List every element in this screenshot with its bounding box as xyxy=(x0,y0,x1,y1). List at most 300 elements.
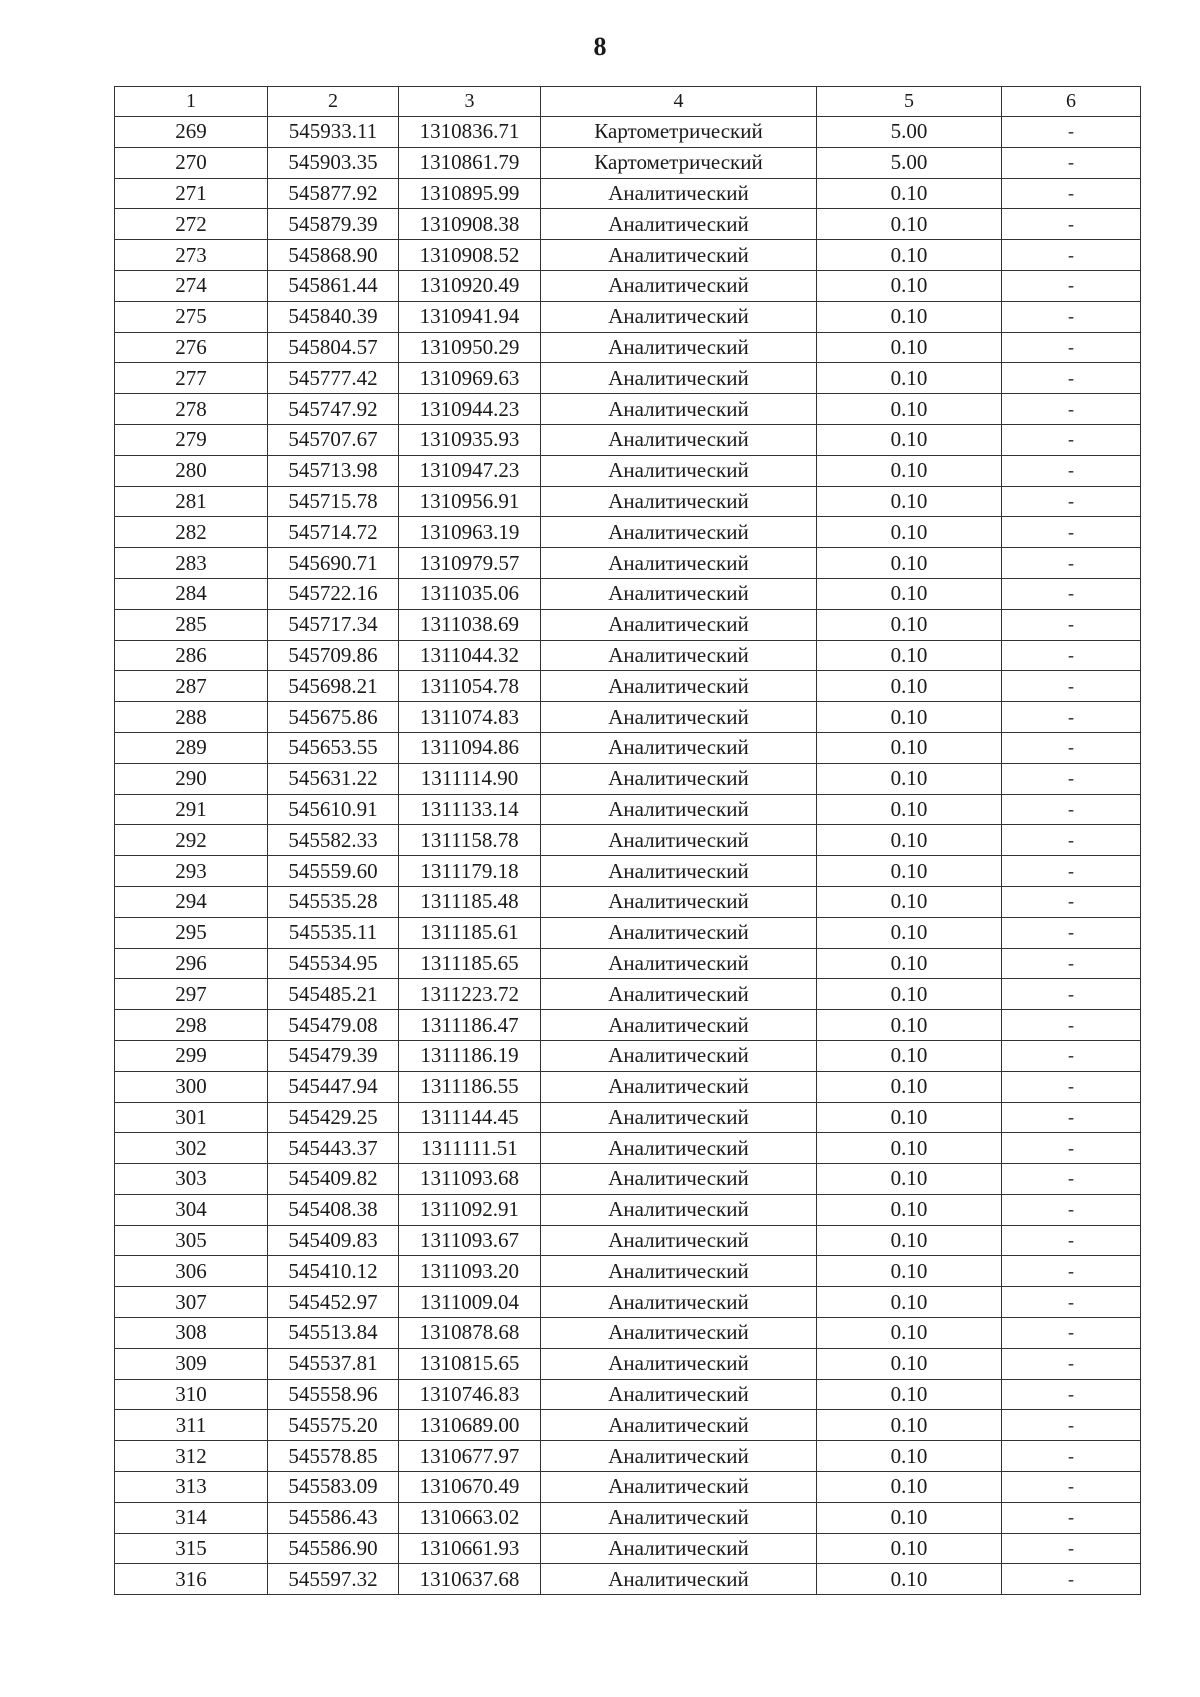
header-cell: 1 xyxy=(115,87,268,117)
x-coordinate-cell: 545408.38 xyxy=(268,1194,399,1225)
y-coordinate-cell: 1311223.72 xyxy=(399,979,541,1010)
note-cell: - xyxy=(1002,178,1141,209)
y-coordinate-cell: 1310878.68 xyxy=(399,1318,541,1349)
point-number-cell: 292 xyxy=(115,825,268,856)
point-number-cell: 288 xyxy=(115,702,268,733)
accuracy-cell: 0.10 xyxy=(817,1040,1002,1071)
x-coordinate-cell: 545452.97 xyxy=(268,1287,399,1318)
x-coordinate-cell: 545690.71 xyxy=(268,548,399,579)
y-coordinate-cell: 1310637.68 xyxy=(399,1564,541,1595)
table-row xyxy=(115,517,1141,548)
x-coordinate-cell: 545578.85 xyxy=(268,1441,399,1472)
y-coordinate-cell: 1310941.94 xyxy=(399,301,541,332)
accuracy-cell: 0.10 xyxy=(817,671,1002,702)
note-cell: - xyxy=(1002,270,1141,301)
y-coordinate-cell: 1310969.63 xyxy=(399,363,541,394)
note-cell: - xyxy=(1002,1225,1141,1256)
table-row xyxy=(115,1564,1141,1595)
accuracy-cell: 0.10 xyxy=(817,1472,1002,1503)
y-coordinate-cell: 1311185.48 xyxy=(399,886,541,917)
y-coordinate-cell: 1311185.61 xyxy=(399,917,541,948)
accuracy-cell: 0.10 xyxy=(817,856,1002,887)
point-number-cell: 280 xyxy=(115,455,268,486)
method-cell: Картометрический xyxy=(541,117,817,148)
method-cell: Аналитический xyxy=(541,917,817,948)
x-coordinate-cell: 545840.39 xyxy=(268,301,399,332)
method-cell: Аналитический xyxy=(541,332,817,363)
method-cell: Аналитический xyxy=(541,424,817,455)
note-cell: - xyxy=(1002,917,1141,948)
table-row xyxy=(115,455,1141,486)
point-number-cell: 315 xyxy=(115,1533,268,1564)
table-row xyxy=(115,178,1141,209)
y-coordinate-cell: 1311114.90 xyxy=(399,763,541,794)
point-number-cell: 293 xyxy=(115,856,268,887)
accuracy-cell: 0.10 xyxy=(817,1133,1002,1164)
point-number-cell: 308 xyxy=(115,1318,268,1349)
method-cell: Аналитический xyxy=(541,1225,817,1256)
note-cell: - xyxy=(1002,1564,1141,1595)
point-number-cell: 275 xyxy=(115,301,268,332)
note-cell: - xyxy=(1002,1379,1141,1410)
accuracy-cell: 0.10 xyxy=(817,240,1002,271)
point-number-cell: 273 xyxy=(115,240,268,271)
x-coordinate-cell: 545586.43 xyxy=(268,1502,399,1533)
point-number-cell: 284 xyxy=(115,578,268,609)
x-coordinate-cell: 545558.96 xyxy=(268,1379,399,1410)
point-number-cell: 282 xyxy=(115,517,268,548)
note-cell: - xyxy=(1002,1256,1141,1287)
note-cell: - xyxy=(1002,763,1141,794)
method-cell: Аналитический xyxy=(541,825,817,856)
y-coordinate-cell: 1311186.55 xyxy=(399,1071,541,1102)
table-row xyxy=(115,1010,1141,1041)
table-row xyxy=(115,270,1141,301)
point-number-cell: 278 xyxy=(115,394,268,425)
accuracy-cell: 0.10 xyxy=(817,486,1002,517)
method-cell: Аналитический xyxy=(541,1133,817,1164)
table-row xyxy=(115,1502,1141,1533)
note-cell: - xyxy=(1002,1194,1141,1225)
table-row xyxy=(115,486,1141,517)
table-row xyxy=(115,732,1141,763)
x-coordinate-cell: 545409.83 xyxy=(268,1225,399,1256)
method-cell: Аналитический xyxy=(541,671,817,702)
table-row xyxy=(115,640,1141,671)
y-coordinate-cell: 1310861.79 xyxy=(399,147,541,178)
point-number-cell: 298 xyxy=(115,1010,268,1041)
method-cell: Аналитический xyxy=(541,948,817,979)
note-cell: - xyxy=(1002,394,1141,425)
method-cell: Аналитический xyxy=(541,178,817,209)
point-number-cell: 311 xyxy=(115,1410,268,1441)
x-coordinate-cell: 545698.21 xyxy=(268,671,399,702)
method-cell: Аналитический xyxy=(541,640,817,671)
y-coordinate-cell: 1310908.52 xyxy=(399,240,541,271)
table-row xyxy=(115,1194,1141,1225)
accuracy-cell: 0.10 xyxy=(817,270,1002,301)
table-row xyxy=(115,794,1141,825)
accuracy-cell: 0.10 xyxy=(817,455,1002,486)
x-coordinate-cell: 545631.22 xyxy=(268,763,399,794)
y-coordinate-cell: 1311133.14 xyxy=(399,794,541,825)
method-cell: Аналитический xyxy=(541,763,817,794)
method-cell: Аналитический xyxy=(541,548,817,579)
method-cell: Аналитический xyxy=(541,1410,817,1441)
x-coordinate-cell: 545447.94 xyxy=(268,1071,399,1102)
x-coordinate-cell: 545535.11 xyxy=(268,917,399,948)
y-coordinate-cell: 1311158.78 xyxy=(399,825,541,856)
note-cell: - xyxy=(1002,1287,1141,1318)
point-number-cell: 290 xyxy=(115,763,268,794)
x-coordinate-cell: 545535.28 xyxy=(268,886,399,917)
method-cell: Аналитический xyxy=(541,1502,817,1533)
x-coordinate-cell: 545537.81 xyxy=(268,1348,399,1379)
y-coordinate-cell: 1311092.91 xyxy=(399,1194,541,1225)
point-number-cell: 302 xyxy=(115,1133,268,1164)
table-row xyxy=(115,1071,1141,1102)
point-number-cell: 307 xyxy=(115,1287,268,1318)
accuracy-cell: 0.10 xyxy=(817,886,1002,917)
point-number-cell: 279 xyxy=(115,424,268,455)
point-number-cell: 289 xyxy=(115,732,268,763)
y-coordinate-cell: 1310920.49 xyxy=(399,270,541,301)
y-coordinate-cell: 1311144.45 xyxy=(399,1102,541,1133)
y-coordinate-cell: 1310670.49 xyxy=(399,1472,541,1503)
y-coordinate-cell: 1311035.06 xyxy=(399,578,541,609)
x-coordinate-cell: 545777.42 xyxy=(268,363,399,394)
x-coordinate-cell: 545903.35 xyxy=(268,147,399,178)
x-coordinate-cell: 545879.39 xyxy=(268,209,399,240)
y-coordinate-cell: 1311074.83 xyxy=(399,702,541,733)
note-cell: - xyxy=(1002,209,1141,240)
y-coordinate-cell: 1311054.78 xyxy=(399,671,541,702)
y-coordinate-cell: 1311179.18 xyxy=(399,856,541,887)
table-row xyxy=(115,609,1141,640)
method-cell: Аналитический xyxy=(541,1194,817,1225)
accuracy-cell: 0.10 xyxy=(817,1318,1002,1349)
x-coordinate-cell: 545597.32 xyxy=(268,1564,399,1595)
table-row xyxy=(115,578,1141,609)
x-coordinate-cell: 545586.90 xyxy=(268,1533,399,1564)
method-cell: Аналитический xyxy=(541,886,817,917)
y-coordinate-cell: 1311093.20 xyxy=(399,1256,541,1287)
method-cell: Аналитический xyxy=(541,1348,817,1379)
x-coordinate-cell: 545868.90 xyxy=(268,240,399,271)
note-cell: - xyxy=(1002,732,1141,763)
table-row xyxy=(115,702,1141,733)
accuracy-cell: 0.10 xyxy=(817,979,1002,1010)
y-coordinate-cell: 1311186.19 xyxy=(399,1040,541,1071)
accuracy-cell: 0.10 xyxy=(817,548,1002,579)
y-coordinate-cell: 1310947.23 xyxy=(399,455,541,486)
y-coordinate-cell: 1310689.00 xyxy=(399,1410,541,1441)
method-cell: Аналитический xyxy=(541,794,817,825)
accuracy-cell: 0.10 xyxy=(817,732,1002,763)
point-number-cell: 299 xyxy=(115,1040,268,1071)
y-coordinate-cell: 1311094.86 xyxy=(399,732,541,763)
method-cell: Аналитический xyxy=(541,1441,817,1472)
table-row xyxy=(115,363,1141,394)
x-coordinate-cell: 545715.78 xyxy=(268,486,399,517)
point-number-cell: 297 xyxy=(115,979,268,1010)
table-row xyxy=(115,332,1141,363)
note-cell: - xyxy=(1002,301,1141,332)
note-cell: - xyxy=(1002,794,1141,825)
note-cell: - xyxy=(1002,1502,1141,1533)
y-coordinate-cell: 1310836.71 xyxy=(399,117,541,148)
y-coordinate-cell: 1310908.38 xyxy=(399,209,541,240)
note-cell: - xyxy=(1002,886,1141,917)
note-cell: - xyxy=(1002,1133,1141,1164)
point-number-cell: 287 xyxy=(115,671,268,702)
y-coordinate-cell: 1311038.69 xyxy=(399,609,541,640)
y-coordinate-cell: 1310963.19 xyxy=(399,517,541,548)
y-coordinate-cell: 1310935.93 xyxy=(399,424,541,455)
point-number-cell: 283 xyxy=(115,548,268,579)
accuracy-cell: 0.10 xyxy=(817,332,1002,363)
accuracy-cell: 0.10 xyxy=(817,1379,1002,1410)
x-coordinate-cell: 545747.92 xyxy=(268,394,399,425)
page-number: 8 xyxy=(593,32,607,61)
x-coordinate-cell: 545717.34 xyxy=(268,609,399,640)
x-coordinate-cell: 545804.57 xyxy=(268,332,399,363)
x-coordinate-cell: 545653.55 xyxy=(268,732,399,763)
y-coordinate-cell: 1311093.68 xyxy=(399,1164,541,1195)
method-cell: Аналитический xyxy=(541,1564,817,1595)
note-cell: - xyxy=(1002,147,1141,178)
x-coordinate-cell: 545409.82 xyxy=(268,1164,399,1195)
note-cell: - xyxy=(1002,1071,1141,1102)
x-coordinate-cell: 545582.33 xyxy=(268,825,399,856)
accuracy-cell: 0.10 xyxy=(817,1010,1002,1041)
accuracy-cell: 0.10 xyxy=(817,1502,1002,1533)
method-cell: Аналитический xyxy=(541,856,817,887)
method-cell: Аналитический xyxy=(541,486,817,517)
table-row xyxy=(115,548,1141,579)
y-coordinate-cell: 1310956.91 xyxy=(399,486,541,517)
note-cell: - xyxy=(1002,1348,1141,1379)
method-cell: Аналитический xyxy=(541,363,817,394)
accuracy-cell: 0.10 xyxy=(817,1564,1002,1595)
accuracy-cell: 5.00 xyxy=(817,117,1002,148)
point-number-cell: 285 xyxy=(115,609,268,640)
x-coordinate-cell: 545610.91 xyxy=(268,794,399,825)
point-number-cell: 295 xyxy=(115,917,268,948)
table-row xyxy=(115,1348,1141,1379)
header-cell: 2 xyxy=(268,87,399,117)
note-cell: - xyxy=(1002,1410,1141,1441)
method-cell: Аналитический xyxy=(541,270,817,301)
table-row xyxy=(115,394,1141,425)
method-cell: Аналитический xyxy=(541,1379,817,1410)
method-cell: Аналитический xyxy=(541,1010,817,1041)
point-number-cell: 309 xyxy=(115,1348,268,1379)
accuracy-cell: 0.10 xyxy=(817,1441,1002,1472)
point-number-cell: 314 xyxy=(115,1502,268,1533)
table-row xyxy=(115,1441,1141,1472)
method-cell: Картометрический xyxy=(541,147,817,178)
point-number-cell: 286 xyxy=(115,640,268,671)
x-coordinate-cell: 545714.72 xyxy=(268,517,399,548)
x-coordinate-cell: 545410.12 xyxy=(268,1256,399,1287)
method-cell: Аналитический xyxy=(541,979,817,1010)
table-row xyxy=(115,1102,1141,1133)
table-row xyxy=(115,763,1141,794)
x-coordinate-cell: 545443.37 xyxy=(268,1133,399,1164)
note-cell: - xyxy=(1002,363,1141,394)
accuracy-cell: 0.10 xyxy=(817,301,1002,332)
point-number-cell: 276 xyxy=(115,332,268,363)
x-coordinate-cell: 545485.21 xyxy=(268,979,399,1010)
accuracy-cell: 0.10 xyxy=(817,609,1002,640)
note-cell: - xyxy=(1002,702,1141,733)
y-coordinate-cell: 1311009.04 xyxy=(399,1287,541,1318)
method-cell: Аналитический xyxy=(541,1318,817,1349)
accuracy-cell: 0.10 xyxy=(817,702,1002,733)
x-coordinate-cell: 545479.39 xyxy=(268,1040,399,1071)
note-cell: - xyxy=(1002,671,1141,702)
accuracy-cell: 5.00 xyxy=(817,147,1002,178)
note-cell: - xyxy=(1002,486,1141,517)
accuracy-cell: 0.10 xyxy=(817,1194,1002,1225)
note-cell: - xyxy=(1002,548,1141,579)
accuracy-cell: 0.10 xyxy=(817,763,1002,794)
note-cell: - xyxy=(1002,424,1141,455)
x-coordinate-cell: 545583.09 xyxy=(268,1472,399,1503)
x-coordinate-cell: 545513.84 xyxy=(268,1318,399,1349)
method-cell: Аналитический xyxy=(541,1287,817,1318)
note-cell: - xyxy=(1002,455,1141,486)
note-cell: - xyxy=(1002,1472,1141,1503)
x-coordinate-cell: 545877.92 xyxy=(268,178,399,209)
accuracy-cell: 0.10 xyxy=(817,1256,1002,1287)
table-header-row xyxy=(115,87,1141,117)
method-cell: Аналитический xyxy=(541,517,817,548)
header-cell: 3 xyxy=(399,87,541,117)
point-number-cell: 310 xyxy=(115,1379,268,1410)
point-number-cell: 281 xyxy=(115,486,268,517)
y-coordinate-cell: 1311093.67 xyxy=(399,1225,541,1256)
point-number-cell: 270 xyxy=(115,147,268,178)
header-cell: 6 xyxy=(1002,87,1141,117)
y-coordinate-cell: 1310895.99 xyxy=(399,178,541,209)
y-coordinate-cell: 1310661.93 xyxy=(399,1533,541,1564)
note-cell: - xyxy=(1002,640,1141,671)
accuracy-cell: 0.10 xyxy=(817,1287,1002,1318)
point-number-cell: 272 xyxy=(115,209,268,240)
y-coordinate-cell: 1310663.02 xyxy=(399,1502,541,1533)
point-number-cell: 301 xyxy=(115,1102,268,1133)
note-cell: - xyxy=(1002,1040,1141,1071)
table-row xyxy=(115,671,1141,702)
method-cell: Аналитический xyxy=(541,209,817,240)
note-cell: - xyxy=(1002,1010,1141,1041)
y-coordinate-cell: 1310746.83 xyxy=(399,1379,541,1410)
table-row xyxy=(115,424,1141,455)
x-coordinate-cell: 545534.95 xyxy=(268,948,399,979)
y-coordinate-cell: 1310815.65 xyxy=(399,1348,541,1379)
y-coordinate-cell: 1311044.32 xyxy=(399,640,541,671)
accuracy-cell: 0.10 xyxy=(817,825,1002,856)
x-coordinate-cell: 545675.86 xyxy=(268,702,399,733)
y-coordinate-cell: 1311186.47 xyxy=(399,1010,541,1041)
method-cell: Аналитический xyxy=(541,394,817,425)
point-number-cell: 274 xyxy=(115,270,268,301)
note-cell: - xyxy=(1002,332,1141,363)
accuracy-cell: 0.10 xyxy=(817,1164,1002,1195)
table-row xyxy=(115,886,1141,917)
table-row xyxy=(115,1040,1141,1071)
y-coordinate-cell: 1311185.65 xyxy=(399,948,541,979)
accuracy-cell: 0.10 xyxy=(817,917,1002,948)
x-coordinate-cell: 545479.08 xyxy=(268,1010,399,1041)
accuracy-cell: 0.10 xyxy=(817,640,1002,671)
note-cell: - xyxy=(1002,948,1141,979)
method-cell: Аналитический xyxy=(541,1256,817,1287)
x-coordinate-cell: 545709.86 xyxy=(268,640,399,671)
accuracy-cell: 0.10 xyxy=(817,794,1002,825)
note-cell: - xyxy=(1002,825,1141,856)
point-number-cell: 312 xyxy=(115,1441,268,1472)
table-row xyxy=(115,1225,1141,1256)
point-number-cell: 306 xyxy=(115,1256,268,1287)
header-cell: 5 xyxy=(817,87,1002,117)
table-row xyxy=(115,1410,1141,1441)
accuracy-cell: 0.10 xyxy=(817,1348,1002,1379)
y-coordinate-cell: 1311111.51 xyxy=(399,1133,541,1164)
note-cell: - xyxy=(1002,979,1141,1010)
method-cell: Аналитический xyxy=(541,1164,817,1195)
note-cell: - xyxy=(1002,517,1141,548)
method-cell: Аналитический xyxy=(541,1071,817,1102)
point-number-cell: 269 xyxy=(115,117,268,148)
accuracy-cell: 0.10 xyxy=(817,1225,1002,1256)
method-cell: Аналитический xyxy=(541,1040,817,1071)
note-cell: - xyxy=(1002,1164,1141,1195)
accuracy-cell: 0.10 xyxy=(817,1410,1002,1441)
method-cell: Аналитический xyxy=(541,609,817,640)
method-cell: Аналитический xyxy=(541,1102,817,1133)
table-row xyxy=(115,979,1141,1010)
table-row xyxy=(115,1133,1141,1164)
point-number-cell: 300 xyxy=(115,1071,268,1102)
point-number-cell: 291 xyxy=(115,794,268,825)
x-coordinate-cell: 545861.44 xyxy=(268,270,399,301)
method-cell: Аналитический xyxy=(541,578,817,609)
table-row xyxy=(115,1533,1141,1564)
point-number-cell: 304 xyxy=(115,1194,268,1225)
note-cell: - xyxy=(1002,856,1141,887)
table-row xyxy=(115,1318,1141,1349)
accuracy-cell: 0.10 xyxy=(817,424,1002,455)
coordinates-table xyxy=(114,86,1141,1595)
method-cell: Аналитический xyxy=(541,732,817,763)
point-number-cell: 305 xyxy=(115,1225,268,1256)
y-coordinate-cell: 1310979.57 xyxy=(399,548,541,579)
point-number-cell: 316 xyxy=(115,1564,268,1595)
note-cell: - xyxy=(1002,609,1141,640)
accuracy-cell: 0.10 xyxy=(817,394,1002,425)
accuracy-cell: 0.10 xyxy=(817,209,1002,240)
method-cell: Аналитический xyxy=(541,1472,817,1503)
table-row xyxy=(115,1164,1141,1195)
header-cell: 4 xyxy=(541,87,817,117)
method-cell: Аналитический xyxy=(541,455,817,486)
table-row xyxy=(115,1287,1141,1318)
note-cell: - xyxy=(1002,578,1141,609)
table-row xyxy=(115,209,1141,240)
